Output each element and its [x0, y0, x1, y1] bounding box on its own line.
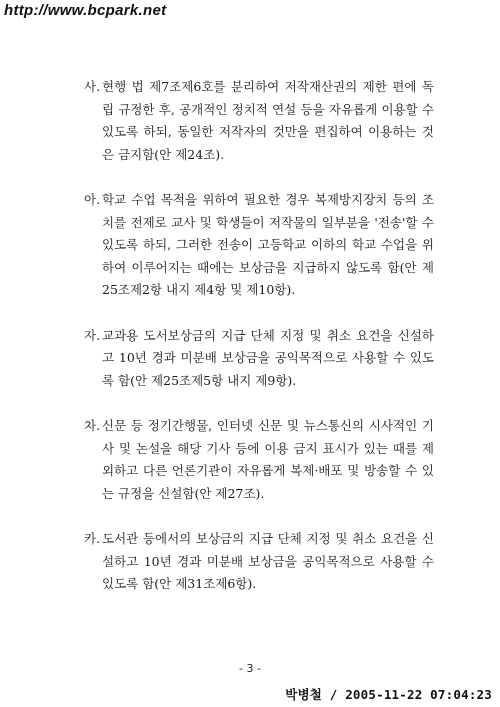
item-marker: 차.: [84, 418, 101, 433]
list-item: [84, 528, 434, 596]
item-text: 도서관 등에서의 보상금의 지급 단체 지정 및 취소 요건을 신설하고 10년 경과 미분배 보상금을 공익목적으로 사용할 수 있도록 함(안 제31조제6항).: [102, 531, 434, 591]
item-text: 학교 수업 목적을 위하여 필요한 경우 복제방지장치 등의 조치를 전제로 교사 및 학생들이 저작물의 일부분을 '전송'할 수 있도록 하되, 그러한 전송이 고등학교 이하의 학교 수업을 위하여 이루어지는 때에는 보상금을 지급하지 않도록 함(안 제25조제2항 내지 제4항 및 제10항).: [102, 192, 434, 297]
item-text: 신문 등 정기간행물, 인터넷 신문 및 뉴스통신의 시사적인 기사 및 논설을 해당 기사 등에 이용 금지 표시가 있는 때를 제외하고 다른 언론기관이 자유롭게 복제·배포 및 방송할 수 있는 규정을 신설함(안 제27조).: [102, 418, 434, 501]
item-marker: 아.: [84, 192, 101, 207]
item-marker: 사.: [84, 79, 101, 94]
site-watermark: http://www.bcpark.net: [4, 2, 167, 19]
list-item: [84, 325, 434, 393]
author-timestamp: 박병철 / 2005-11-22 07:04:23: [285, 687, 492, 702]
item-text: 교과용 도서보상금의 지급 단체 지정 및 취소 요건을 신설하고 10년 경과 미분배 보상금을 공익목적으로 사용할 수 있도록 함(안 제25조제5항 내지 제9항).: [102, 327, 434, 388]
list-item: [84, 415, 434, 505]
item-marker: 카.: [84, 531, 101, 546]
item-list: [84, 76, 434, 619]
list-item: [84, 189, 434, 302]
page-number: - 3 -: [239, 662, 261, 675]
item-text: 현행 법 제7조제6호를 분리하여 저작재산권의 제한 편에 독립 규정한 후, 공개적인 정치적 연설 등을 자유롭게 이용할 수 있도록 하되, 동일한 저작자의 것만을 편집하여 이용하는 것은 금지함(안 제24조).: [102, 79, 434, 162]
list-item: [84, 76, 434, 166]
item-marker: 자.: [84, 327, 101, 343]
